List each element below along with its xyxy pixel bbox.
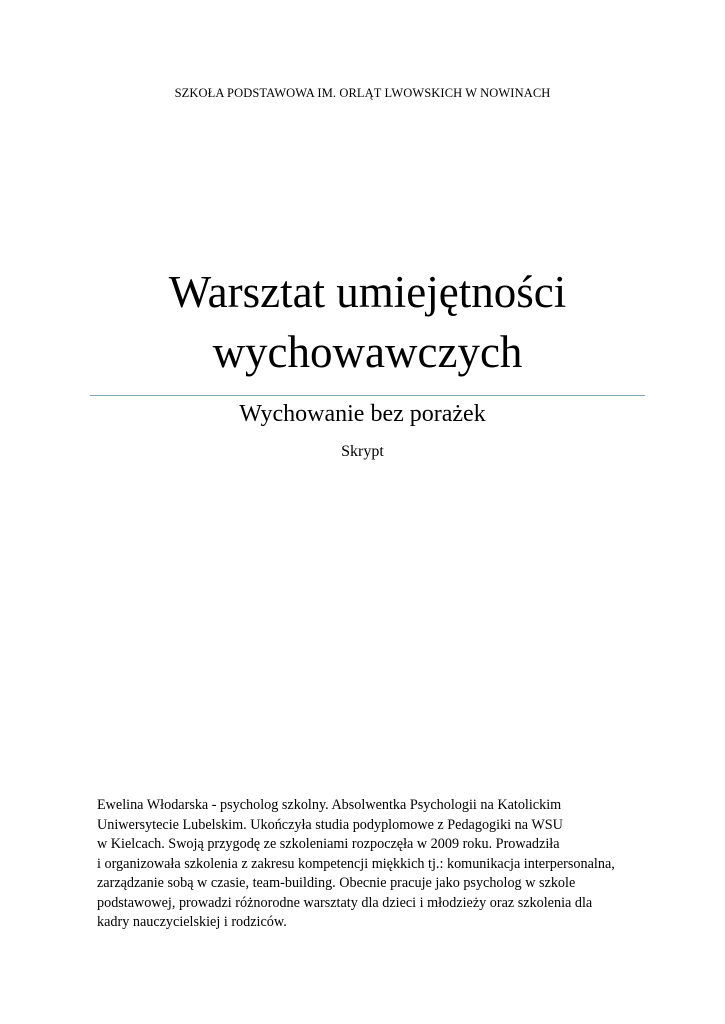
title-block bbox=[90, 262, 645, 382]
document-subtitle: Wychowanie bez porażek bbox=[239, 401, 486, 427]
author-bio-line: zarządzanie sobą w czasie, team-building. Obecnie pracuje jako psycholog w szkole bbox=[97, 875, 576, 891]
author-bio-line: kadry nauczycielskiej i rodziców. bbox=[97, 914, 287, 930]
author-bio-line: podstawowej, prowadzi różnorodne warsztaty dla dzieci i młodzieży oraz szkolenia dla bbox=[97, 894, 593, 911]
author-bio-line: Ewelina Włodarska - psycholog szkolny. Absolwentka Psychologii na Katolickim bbox=[97, 797, 562, 813]
document-title-line-2: wychowawczych bbox=[212, 327, 523, 377]
author-bio bbox=[97, 796, 637, 933]
document-title bbox=[90, 262, 645, 382]
title-divider bbox=[90, 395, 645, 396]
school-name-header: SZKOŁA PODSTAWOWA IM. ORLĄT LWOWSKICH W NOWINACH bbox=[174, 86, 551, 100]
author-bio-line: w Kielcach. Swoją przygodę ze szkoleniami rozpoczęła w 2009 roku. Prowadziła bbox=[97, 836, 560, 852]
document-title-line-1: Warsztat umiejętności bbox=[168, 267, 567, 317]
author-bio-line: i organizowała szkolenia z zakresu kompetencji miękkich tj.: komunikacja interpersonalna, bbox=[97, 855, 615, 872]
author-bio-line: Uniwersytecie Lubelskim. Ukończyła studia podyplomowe z Pedagogiki na WSU bbox=[97, 816, 563, 833]
document-type-label: Skrypt bbox=[341, 443, 384, 460]
